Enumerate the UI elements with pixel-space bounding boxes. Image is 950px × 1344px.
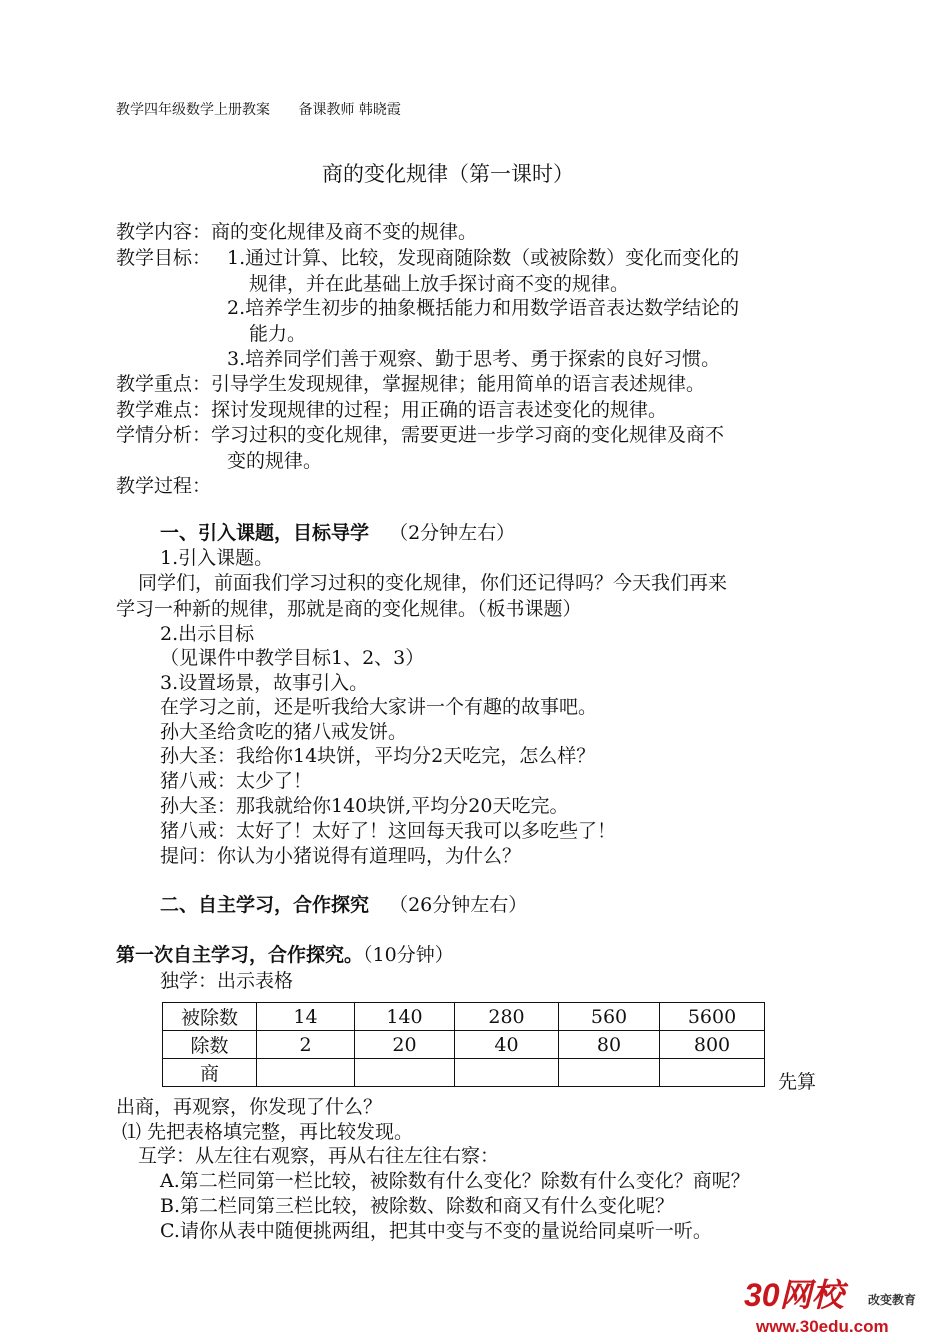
table-cell: 商 [163, 1059, 257, 1087]
paragraph: 出商，再观察，你发现了什么？ [116, 1096, 383, 1118]
page-title: 商的变化规律（第一课时） [322, 162, 574, 186]
section-2-heading [160, 892, 527, 918]
sub-heading-text: 第一次自主学习，合作探究。 [116, 944, 364, 966]
paragraph: 孙大圣：那我就给你140块饼,平均分20天吃完。 [160, 795, 569, 817]
section-1-heading [160, 520, 515, 546]
teaching-process-label: 教学过程： [116, 475, 212, 497]
value: 探讨发现规律的过程；用正确的语言表述变化的规律。 [211, 399, 668, 421]
paragraph: 猪八戒：太少了！ [160, 770, 313, 792]
goal-2-line-2: 能力。 [249, 323, 307, 345]
table-cell: 560 [559, 1003, 660, 1031]
svg-text:改变教育: 改变教育 [868, 1293, 917, 1307]
question-b: B.第二栏同第三栏比较，被除数、除数和商又有什么变化呢？ [160, 1195, 675, 1217]
table-cell [660, 1059, 765, 1087]
heading-text: 二、自主学习，合作探究 [160, 894, 370, 916]
value: 商的变化规律及商不变的规律。 [211, 221, 478, 243]
learning-analysis [116, 422, 724, 448]
teaching-key-points [116, 371, 705, 397]
heading-time: （26分钟左右） [389, 894, 528, 916]
paragraph: 互学：从左往右观察，再从右往左往右察： [138, 1145, 500, 1167]
paragraph: 2.出示目标 [160, 623, 255, 645]
question-c: C.请你从表中随便挑两组，把其中变与不变的量说给同桌听一听。 [160, 1220, 712, 1242]
table-cell: 5600 [660, 1003, 765, 1031]
heading-text: 一、引入课题，目标导学 [160, 522, 370, 544]
paragraph: 学习一种新的规律，那就是商的变化规律。（板书课题） [116, 598, 582, 620]
table-cell: 140 [355, 1003, 455, 1031]
sub-heading [116, 942, 454, 968]
paragraph: 独学：出示表格 [160, 970, 294, 992]
label: 教学难点： [116, 399, 212, 421]
division-table [162, 1002, 765, 1087]
teaching-difficulties [116, 397, 667, 423]
document-header [116, 99, 401, 119]
paragraph: 孙大圣：我给你14块饼，平均分2天吃完，怎么样？ [160, 745, 596, 767]
course-name: 教学四年级数学上册教案 [116, 102, 270, 118]
table-cell: 80 [559, 1031, 660, 1059]
table-cell: 被除数 [163, 1003, 257, 1031]
paragraph: ⑴ 先把表格填完整，再比较发现。 [122, 1121, 414, 1143]
table-row [163, 1003, 765, 1031]
paragraph: （见课件中教学目标1、2、3） [160, 647, 425, 669]
table-cell: 14 [257, 1003, 355, 1031]
table-cell [455, 1059, 559, 1087]
table-cell [559, 1059, 660, 1087]
paragraph: 同学们，前面我们学习过积的变化规律，你们还记得吗？今天我们再来 [138, 572, 728, 594]
svg-text:www.30edu.com: www.30edu.com [756, 1317, 889, 1336]
label: 教学重点： [116, 373, 212, 395]
heading-time: （2分钟左右） [389, 522, 516, 544]
value: 学习过积的变化规律，需要更进一步学习商的变化规律及商不 [211, 424, 725, 446]
paragraph: 猪八戒：太好了！太好了！这回每天我可以多吃些了！ [160, 820, 617, 842]
table-cell: 280 [455, 1003, 559, 1031]
paragraph: 在学习之前，还是听我给大家讲一个有趣的故事吧。 [160, 696, 598, 718]
teaching-content [116, 219, 477, 245]
paragraph: 3.设置场景，故事引入。 [160, 672, 369, 694]
goal-1-line-1: 1.通过计算、比较，发现商随除数（或被除数）变化而变化的 [227, 247, 740, 269]
paragraph: 先算 [778, 1071, 817, 1093]
table-row [163, 1059, 765, 1087]
table-cell: 40 [455, 1031, 559, 1059]
goal-3: 3.培养同学们善于观察、勤于思考、勇于探索的良好习惯。 [227, 348, 721, 370]
question-a: A.第二栏同第一栏比较，被除数有什么变化？除数有什么变化？商呢？ [160, 1170, 750, 1192]
brand-logo [744, 1276, 940, 1342]
label: 教学内容： [116, 221, 212, 243]
paragraph: 提问：你认为小猪说得有道理吗，为什么？ [160, 845, 522, 867]
svg-text:30网校: 30网校 [744, 1277, 844, 1313]
goal-2-line-1: 2.培养学生初步的抽象概括能力和用数学语音表达数学结论的 [227, 297, 740, 319]
learning-analysis-line-2: 变的规律。 [227, 450, 323, 472]
paragraph: 孙大圣给贪吃的猪八戒发饼。 [160, 721, 408, 743]
table-cell [355, 1059, 455, 1087]
teaching-goals-label: 教学目标： [116, 247, 212, 269]
value: 引导学生发现规律，掌握规律；能用简单的语言表述规律。 [211, 373, 706, 395]
table-cell [257, 1059, 355, 1087]
teacher-name: 备课教师 韩晓霞 [298, 102, 401, 118]
sub-heading-time: （10分钟） [363, 944, 454, 966]
table-cell: 2 [257, 1031, 355, 1059]
table-cell: 20 [355, 1031, 455, 1059]
paragraph: 1.引入课题。 [160, 547, 274, 569]
table-cell: 除数 [163, 1031, 257, 1059]
goal-1-line-2: 规律，并在此基础上放手探讨商不变的规律。 [249, 273, 630, 295]
label: 学情分析： [116, 424, 212, 446]
table-row [163, 1031, 765, 1059]
table-cell: 800 [660, 1031, 765, 1059]
